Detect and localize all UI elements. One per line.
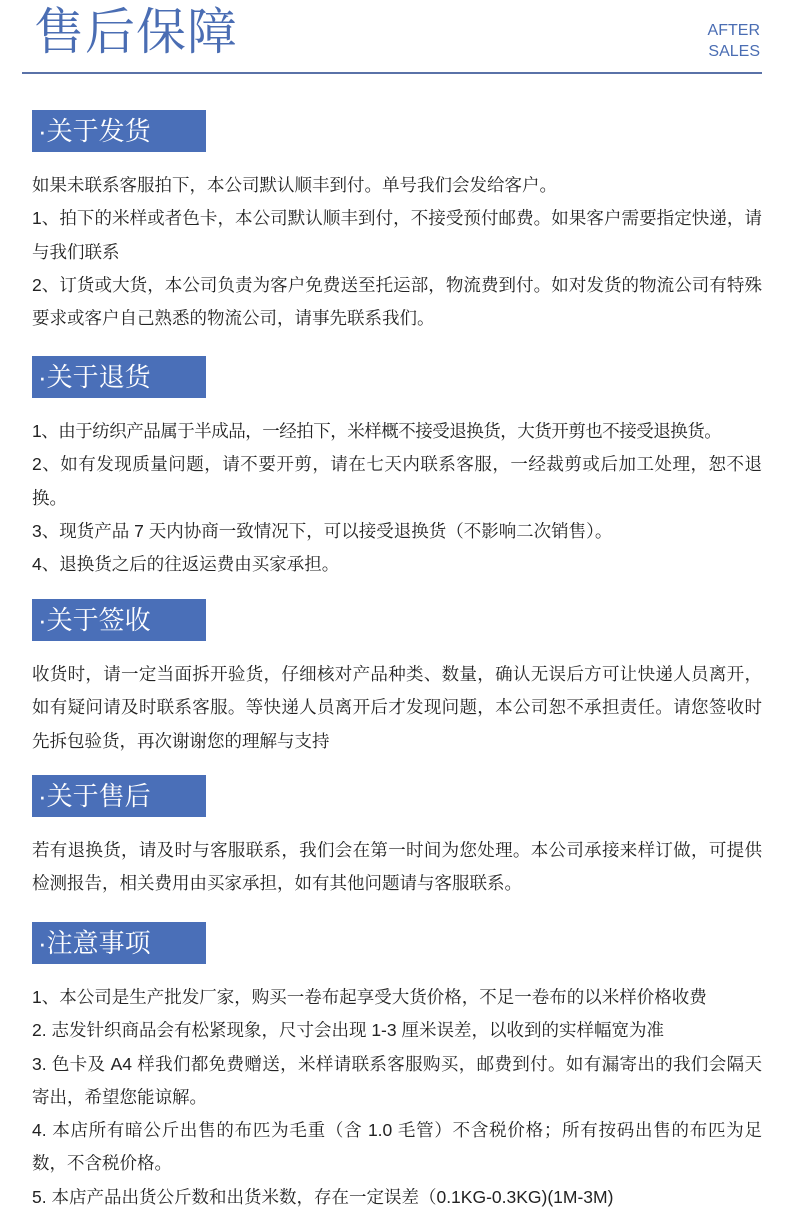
paragraph: 2、订货或大货，本公司负责为客户免费送至托运部，物流费到付。如对发货的物流公司有特殊要求或客户自己熟悉的物流公司，请事先联系我们。 xyxy=(32,274,762,329)
subtitle-line-2: SALES xyxy=(708,43,760,60)
paragraph: 2、如有发现质量问题，请不要开剪，请在七天内联系客服，一经裁剪或后加工处理，恕不退换。 xyxy=(32,454,762,508)
page-title: 售后保障 xyxy=(34,4,238,60)
section-after-sales xyxy=(32,775,762,901)
paragraph: 1、拍下的米样或者色卡，本公司默认顺丰到付，不接受预付邮费。如果客户需要指定快递，请与我们联系 xyxy=(32,208,762,262)
paragraph: 如果未联系客服拍下，本公司默认顺丰到付。单号我们会发给客户。 xyxy=(32,175,557,195)
paragraph: 5. 本店产品出货公斤数和出货米数，存在一定误差（0.1KG-0.3KG)(1M-3M) xyxy=(32,1186,614,1207)
section-heading: ·关于签收 xyxy=(32,599,206,641)
paragraph: 4、退换货之后的往返运费由买家承担。 xyxy=(32,554,340,575)
page-subtitle xyxy=(708,20,760,62)
section-shipping xyxy=(32,110,762,335)
paragraph: 收货时，请一定当面拆开验货，仔细核对产品种类、数量，确认无误后方可让快递人员离开，如有疑问请及时联系客服。等快递人员离开后才发现问题，本公司恕不承担责任。请您签收时先拆包验货，再次谢谢您的理解与支持 xyxy=(32,664,762,751)
section-heading: ·注意事项 xyxy=(32,922,206,964)
paragraph: 4. 本店所有暗公斤出售的布匹为毛重（含 1.0 毛管）不含税价格；所有按码出售的布匹为足数，不含税价格。 xyxy=(32,1120,762,1174)
paragraph: 若有退换货，请及时与客服联系，我们会在第一时间为您处理。本公司承接来样订做，可提供检测报告，相关费用由买家承担，如有其他问题请与客服联系。 xyxy=(32,840,762,894)
section-notes xyxy=(32,922,762,1214)
paragraph: 3、现货产品 7 天内协商一致情况下，可以接受退换货（不影响二次销售）。 xyxy=(32,520,613,541)
section-heading: ·关于退货 xyxy=(32,356,206,398)
paragraph: 1、本公司是生产批发厂家，购买一卷布起享受大货价格，不足一卷布的以米样价格收费 xyxy=(32,987,707,1007)
header-divider xyxy=(22,72,762,74)
paragraph: 2. 志发针织商品会有松紧现象，尺寸会出现 1-3 厘米误差，以收到的实样幅宽为准 xyxy=(32,1020,664,1041)
subtitle-line-1: AFTER xyxy=(707,22,760,39)
section-receipt xyxy=(32,599,762,758)
section-heading: ·关于发货 xyxy=(32,110,206,152)
paragraph: 1、由于纺织产品属于半成品，一经拍下，米样概不接受退换货，大货开剪也不接受退换货。 xyxy=(32,421,722,441)
paragraph: 3. 色卡及 A4 样我们都免费赠送，米样请联系客服购买，邮费到付。如有漏寄出的我们会隔天寄出，希望您能谅解。 xyxy=(32,1053,762,1107)
section-heading: ·关于售后 xyxy=(32,775,206,817)
section-returns xyxy=(32,356,762,581)
